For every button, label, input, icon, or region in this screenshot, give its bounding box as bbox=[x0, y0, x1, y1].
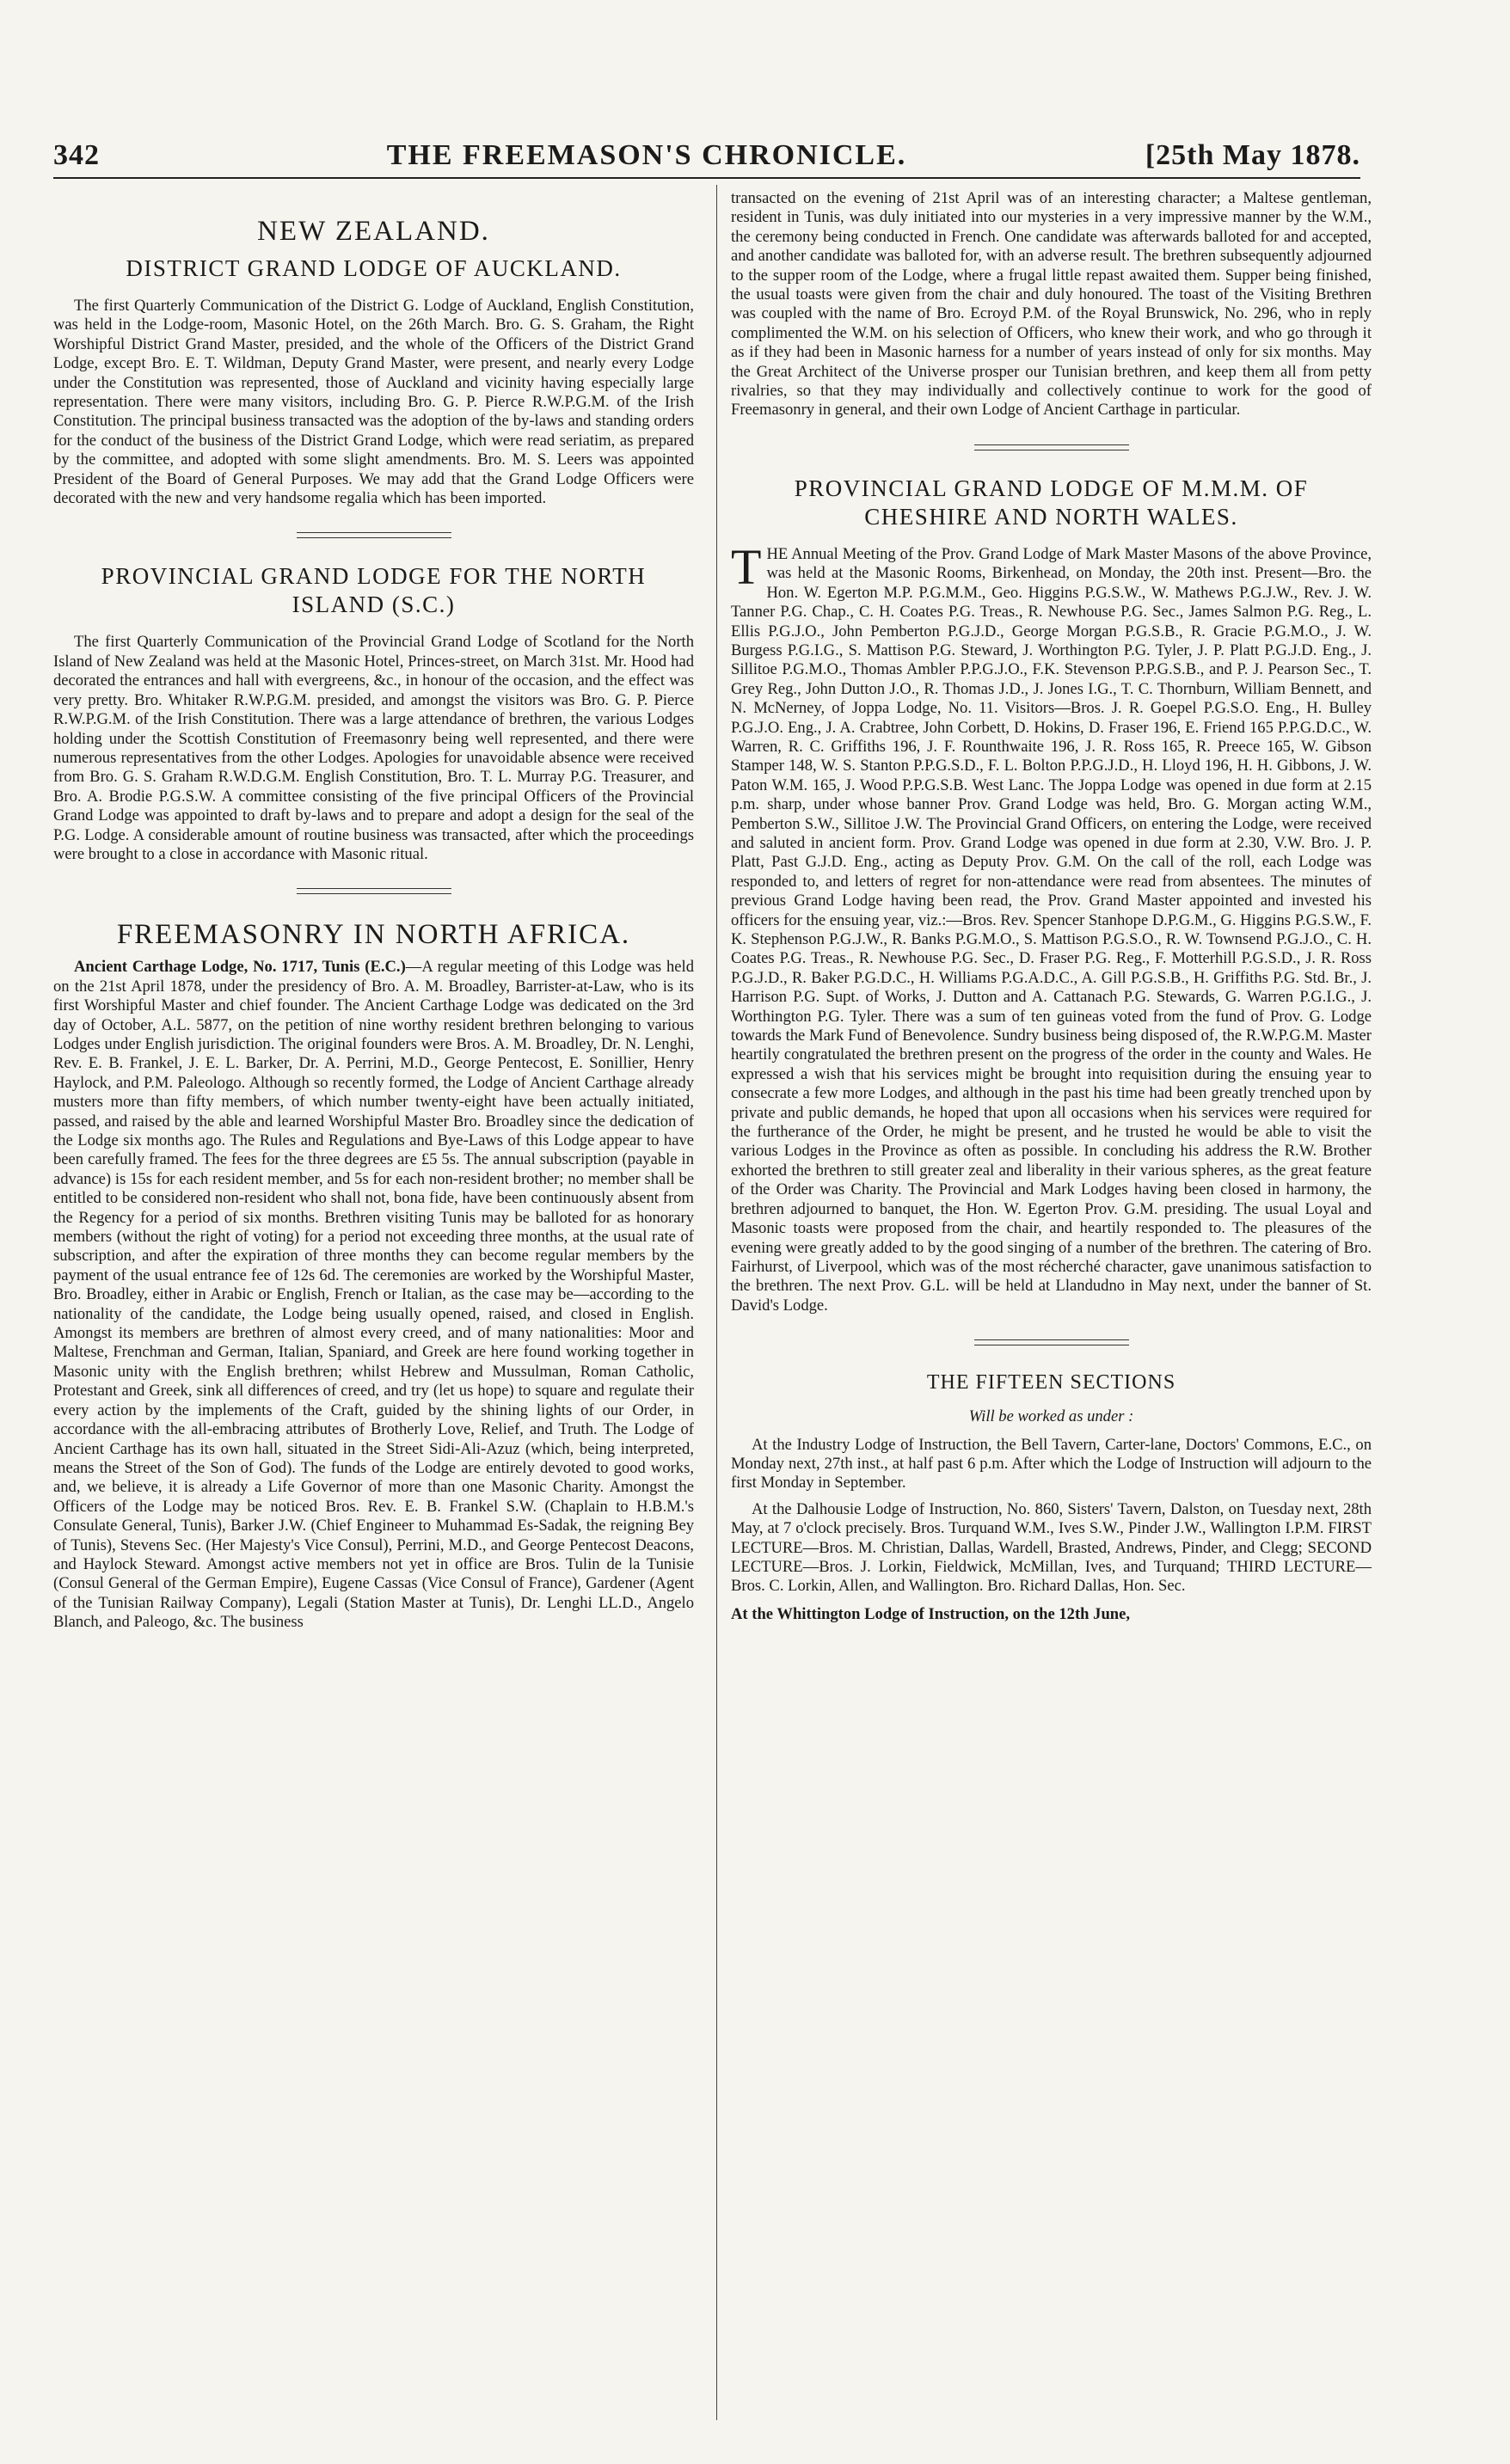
africa-lead: Ancient Carthage Lodge, No. 1717, Tunis (E.C.) bbox=[74, 958, 406, 977]
right-column bbox=[731, 189, 1372, 1624]
section-divider bbox=[974, 444, 1129, 451]
section-divider bbox=[974, 1339, 1129, 1345]
nz-subheading: DISTRICT GRAND LODGE OF AUCKLAND. bbox=[126, 255, 622, 281]
page-number: 342 bbox=[53, 139, 100, 171]
publication-title: THE FREEMASON'S CHRONICLE. bbox=[386, 139, 907, 171]
section-divider bbox=[297, 888, 451, 894]
nz-heading: NEW ZEALAND. bbox=[257, 216, 490, 247]
mmm-article bbox=[731, 538, 1372, 1315]
africa-heading: FREEMASONRY IN NORTH AFRICA. bbox=[116, 919, 631, 951]
fifteen-heading: THE FIFTEEN SECTIONS bbox=[926, 1371, 1176, 1394]
column-rule bbox=[716, 185, 717, 2420]
mmm-body: HE Annual Meeting of the Prov. Grand Lodge of Mark Master Masons of the above Province, was held at the Masonic Rooms, Birkenhead, on Monday, the 20th inst. Present—Bro. the Hon. W. Egerton M.P. P.G.M.M., Geo. Higgins P.G.S.W., W. Mathews P.G.J.W., Rev. J. W. Tanner P.G. Chap., C. H. Coates P.G. Treas., R. Newhouse P.G. Sec., James Salmon P.G. Reg., L. Ellis P.G.J.O., John Pemberton P.G.J.D., George Morgan P.G.S.B., R. Gracie P.G.M.O., J. W. Burgess P.G.I.G., S. Mattison P.G. Steward, J. Worthington P.G. Tyler, J. P. Platt P.G.J.D. Eng., J. Sillitoe P.G.M.O., Thomas Ambler P.P.G.J.O., F.K. Stevenson P.P.G.S.B., and P. J. Pearson Sec., T. Grey Reg., John Dutton J.O., R. Thomas J.D., J. Jones I.G., T. C. Thornburn, William Bennett, and N. McNerney, of Joppa Lodge, No. 11. Visitors—Bros. J. R. Goepel P.G.S.O. Eng., H. Bulley P.G.J.O. Eng., J. A. Crabtree, John Corbett, D. Hokins, D. Fraser 196, E. Friend 165 P.P.G.D.C., W. Warren, R. C. Griffiths 196, J. F. Rounthwaite 196, J. R. Ross 165, R. Preece 165, W. Gibson Stamper 148, W. S. Stanton P.P.G.S.D., F. L. Bolton P.P.G.J.D., H. Lloyd 196, H. H. Gibbons, J. W. Paton W.M. 165, J. Wood P.P.G.S.B. West Lanc. The Joppa Lodge was opened in due form at 2.15 p.m. sharp, under whose banner Prov. Grand Lodge was held, Bro. G. Morgan acting W.M., Pemberton S.W., Sillitoe J.W. The Provincial Grand Officers, on entering the Lodge, were received and saluted in ancient form. Prov. Grand Lodge was opened in due form at 2.30, V.W. Bro. J. P. Platt, Past G.J.D. Eng., acting as Deputy Prov. G.M. On the call of the roll, each Lodge was responded to, and letters of regret for non-attendance were read from absentees. The minutes of previous Grand Lodge having been read, the Prov. Grand Master appointed and invested his officers for the ensuing year, viz.:—Bros. Rev. Spencer Stanhope D.P.G.M., G. Higgins P.G.S.W., F. K. Stephenson P.G.J.W., R. Banks P.G.M.O., S. Mattison P.G.S.O., R. W. Townsend P.G.J.O., C. H. Coates P.G. Treas., R. Newhouse P.G. Sec., D. Fraser P.G. Reg., F. Motterhill P.G.S.D., J. R. Ross P.G.J.D., R. Baker P.G.D.C., H. Williams P.G.A.D.C., A. Gill P.G.S.B., H. Griffiths P.G. Std. Br., J. Harrison P.G. Supt. of Works, J. Dutton and A. Cattanach P.G. Stewards, G. Warren P.G.I.G., J. Worthington P.G. Tyler. There was a sum of ten guineas voted from the fund of Prov. G. Lodge towards the Mark Fund of Benevolence. Sundry business being disposed of, the R.W.P.G.M. Master heartily congratulated the brethren present on the progress of the order in the county and Wales. He expressed a wish that his services might be brought into requisition during the ensuing year to consecrate a few more Lodges, and although in the past his time had been greatly trenched upon by private and public demands, he hoped that upon all occasions when his services were required for the furtherance of the Order, he might be present, and he trusted he would be able to visit the various Lodges in the Province as often as possible. In concluding his address the R.W. Brother exhorted the brethren to still greater zeal and liberality in their various spheres, as the great feature of the Order was Charity. The Provincial and Mark Lodges having been closed in harmony, the brethren adjourned to banquet, the Hon. W. Egerton Prov. G.M. presiding. The usual Loyal and Masonic toasts were proposed from the chair, and heartily responded to. The pleasures of the evening were greatly added to by the good singing of a number of the brethren. The catering of Bro. Fairhurst, of Liverpool, which was of the most récherché character, gave unanimous satisfaction to the brethren. The next Prov. G.L. will be held at Llandudno in May next, under the banner of St. David's Lodge. bbox=[731, 544, 1372, 1315]
africa-article bbox=[53, 958, 694, 1632]
fifteen-subheading: Will be worked as under : bbox=[968, 1407, 1134, 1426]
north-island-heading: PROVINCIAL GRAND LODGE FOR THE NORTH ISLAND (S.C.) bbox=[101, 563, 647, 618]
masthead-rule bbox=[53, 177, 1360, 179]
nz-article: The first Quarterly Communication of the District G. Lodge of Auckland, English Constitution, was held in the Lodge-room, Masonic Hotel, on the 26th March. Bro. G. S. Graham, the Right Worshipful District Grand Master, presided, and the whole of the Officers of the District Grand Lodge, except Bro. E. T. Wildman, Deputy Grand Master, were present, and nearly every Lodge under the Constitution was represented, those of Auckland and vicinity having especially large representation. There were many visitors, including Bro. G. P. Pierce R.W.P.G.M. of the Irish Constitution. The principal business transacted was the adoption of the by-laws and standing orders for the conduct of the business of the District Grand Lodge, which were read seriatim, as prepared by the committee, and adopted with some slight amendments. Bro. M. S. Leers was appointed President of the Board of General Purposes. We may add that the Grand Lodge Officers were decorated with the new and very handsome regalia which has been imported. bbox=[53, 297, 694, 508]
mmm-heading: PROVINCIAL GRAND LODGE OF M.M.M. OF CHESHIRE AND NORTH WALES. bbox=[794, 475, 1309, 530]
north-island-article: The first Quarterly Communication of the Provincial Grand Lodge of Scotland for the North Island of New Zealand was held at the Masonic Hotel, Princes-street, on March 31st. Mr. Hood had decorated the entrances and hall with evergreens, &c., in honour of the occasion, and the effect was very pretty. Bro. Whitaker R.W.P.G.M. presided, and amongst the visitors was Bro. G. P. Pierce R.W.P.G.M. of the Irish Constitution. There was a large attendance of brethren, the various Lodges holding under the Scottish Constitution of Freemasonry being well represented, and there were numerous representatives from the other Lodges. Apologies for unavoidable absence were received from Bro. G. S. Graham R.W.D.G.M. English Constitution, Bro. T. L. Murray P.G. Treasurer, and Bro. A. Brodie P.G.S.W. A committee consisting of the five principal Officers of the Provincial Grand Lodge was appointed to draft by-laws and to prepare and adopt a design for the seal of the P.G. Lodge. A considerable amount of routine business was transacted, after which the proceedings were brought to a close in accordance with Masonic ritual. bbox=[53, 633, 694, 863]
issue-date: [25th May 1878. bbox=[1145, 139, 1360, 171]
left-column bbox=[53, 189, 694, 1633]
section-divider bbox=[297, 532, 451, 538]
fifteen-closing-line: At the Whittington Lodge of Instruction, on the 12th June, bbox=[731, 1604, 1131, 1623]
fifteen-para-2: At the Dalhousie Lodge of Instruction, No. 860, Sisters' Tavern, Dalston, on Tuesday next, 28th May, at 7 o'clock precisely. Bros. Turquand W.M., Ives S.W., Pinder J.W., Wallington I.P.M. FIRST LECTURE—Bros. M. Christian, Dallas, Wardell, Brasted, Andrews, Pinder, and Clegg; SECOND LECTURE—Bros. J. Lorkin, Fieldwick, McMillan, Ives, and Turquand; THIRD LECTURE—Bros. C. Lorkin, Allen, and Wallington. Bro. Richard Dallas, Hon. Sec. bbox=[731, 1499, 1372, 1596]
masthead bbox=[53, 120, 1360, 172]
drop-cap: T bbox=[731, 538, 762, 595]
africa-body: —A regular meeting of this Lodge was held on the 21st April 1878, under the presidency of Bro. A. M. Broadley, Barrister-at-Law, who is its first Worshipful Master and chief founder. The Ancient Carthage Lodge was dedicated on the 3rd day of October, A.L. 5877, on the petition of nine worthy resident brethren belonging to various Lodges under English jurisdiction. The original founders were Bros. A. M. Broadley, Dr. N. Lenghi, Rev. E. B. Frankel, J. E. L. Barker, Dr. A. Perrini, M.D., George Pentecost, E. Sonillier, Henry Haylock, and P.M. Paleologo. Although so recently formed, the Lodge of Ancient Carthage already musters more than fifty members, of which number twenty-eight have been actually initiated, passed, and raised by the able and learned Worshipful Master Bro. Broadley since the dedication of the Lodge six months ago. The Rules and Regulations and Bye-Laws of this Lodge appear to have been carefully framed. The fees for the three degrees are £5 5s. The annual subscription (payable in advance) is 15s for each resident member, and 5s for each non-resident brother; no member shall be entitled to be considered non-resident who shall not, bona fide, have been continuously absent from the Regency for a period of six months. Brethren visiting Tunis may be balloted for as honorary members (without the right of voting) for a period not exceeding three months, at the usual rate of subscription, and after the expiration of three months they can become regular members by the payment of the usual entrance fee of 12s 6d. The ceremonies are worked by the Worshipful Master, Bro. Broadley, either in Arabic or English, French or Italian, as the case may be—according to the nationality of the candidate, the Lodge being usually opened, raised, and closed in English. Amongst its members are brethren of almost every creed, and of many nationalities: Moor and Maltese, Frenchman and German, Italian, Spaniard, and Greek are here found working together in Masonic unity with the English brethren; whilst Hebrew and Mussulman, Roman Catholic, Protestant and Greek, sink all differences of creed, and try (let us hope) to square and regulate their every action by the implements of the Craft, guided by the shining lights of our Order, in accordance with the all-embracing attributes of Brotherly Love, Relief, and Truth. The Lodge of Ancient Carthage has its own hall, situated in the Street Sidi-Ali-Azuz (which, being interpreted, means the Street of the Son of God). The funds of the Lodge are entirely devoted to good works, and, we believe, it is already a Life Governor of more than one Masonic Charity. Amongst the Officers of the Lodge may be noticed Bros. Rev. E. B. Frankel S.W. (Chaplain to H.B.M.'s Consulate General, Tunis), Barker J.W. (Chief Engineer to Muhammad Es-Sadak, the reigning Bey of Tunis), Stevens Sec. (Her Majesty's Vice Consul), Perrini, M.D., and George Pentecost Deacons, and Haylock Steward. Amongst active members not yet in office are Bros. Tulin de la Tunisie (Consul General of the German Empire), Eugene Cassas (Vice Consul of France), Gardener (Agent of the Tunisian Railway Company), Legali (Station Master at Tunis), Dr. Lenghi LL.D., Angelo Blanch, and Paleogo, &c. The business bbox=[53, 958, 694, 1632]
fifteen-para-1: At the Industry Lodge of Instruction, the Bell Tavern, Carter-lane, Doctors' Commons, E.C., on Monday next, 27th inst., at half past 6 p.m. After which the Lodge of Instruction will adjourn to the first Monday in September. bbox=[731, 1435, 1372, 1492]
africa-continuation: transacted on the evening of 21st April was of an interesting character; a Maltese gentleman, resident in Tunis, was duly initiated into our mysteries in a very impressive manner by the W.M., the ceremony being conducted in French. One candidate was afterwards balloted for and accepted, and another candidate was balloted for, with an adverse result. The brethren subsequently adjourned to the supper room of the Lodge, where a frugal little repast awaited them. Supper being finished, the usual toasts were given from the chair and duly honoured. The toast of the Visiting Brethren was coupled with the name of Bro. Ecroyd P.M. of the Royal Brunswick, No. 296, who in reply complimented the W.M. on his selection of Officers, who knew their work, and who go through it as if they had been in Masonic harness for a number of years instead of only for six months. May the Great Architect of the Universe prosper our Tunisian brethren, and keep them all from petty rivalries, so that they may individually and collectively continue to work for the good of Freemasonry in general, and their own Lodge of Ancient Carthage in particular. bbox=[731, 189, 1372, 420]
